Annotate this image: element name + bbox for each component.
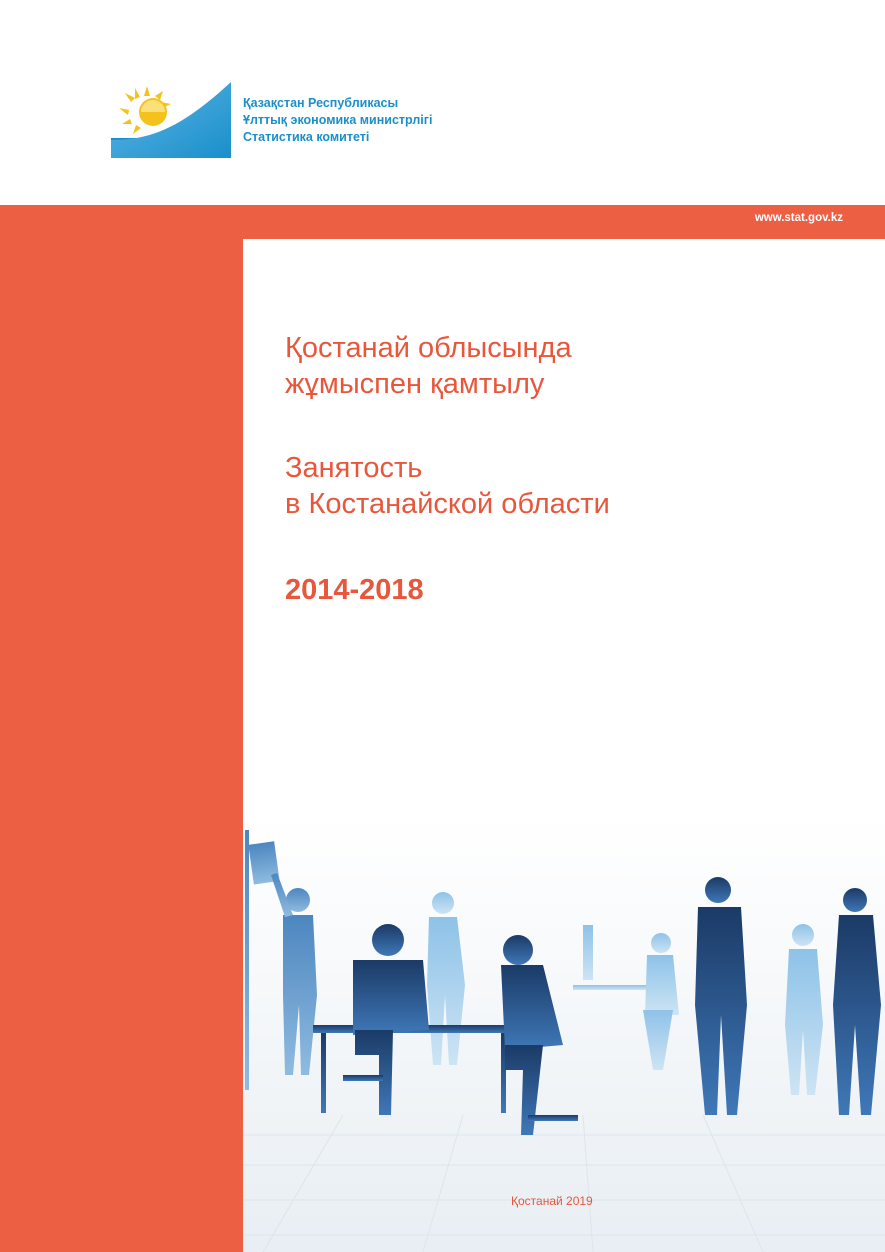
website-link[interactable]: www.stat.gov.kz <box>754 212 843 224</box>
organization-name <box>243 95 432 146</box>
title-russian-line2: в Костанайской области <box>285 488 610 520</box>
title-russian <box>285 450 610 522</box>
org-line-country: Қазақстан Республикасы <box>243 96 399 110</box>
org-line-committee: Статистика комитеті <box>243 130 370 144</box>
office-workers-illustration <box>243 815 885 1252</box>
footer-place-year: Қостанай 2019 <box>511 1194 593 1208</box>
sun-emblem-icon <box>111 82 231 158</box>
title-kazakh <box>285 330 572 402</box>
org-line-ministry: Ұлттық экономика министрлігі <box>243 113 433 127</box>
title-kazakh-line1: Қостанай облысында <box>285 332 572 364</box>
accent-band-left <box>0 205 243 1252</box>
header <box>0 0 885 205</box>
title-kazakh-line2: жұмыспен қамтылу <box>285 368 545 400</box>
year-range: 2014-2018 <box>285 574 424 606</box>
title-russian-line1: Занятость <box>285 452 423 484</box>
